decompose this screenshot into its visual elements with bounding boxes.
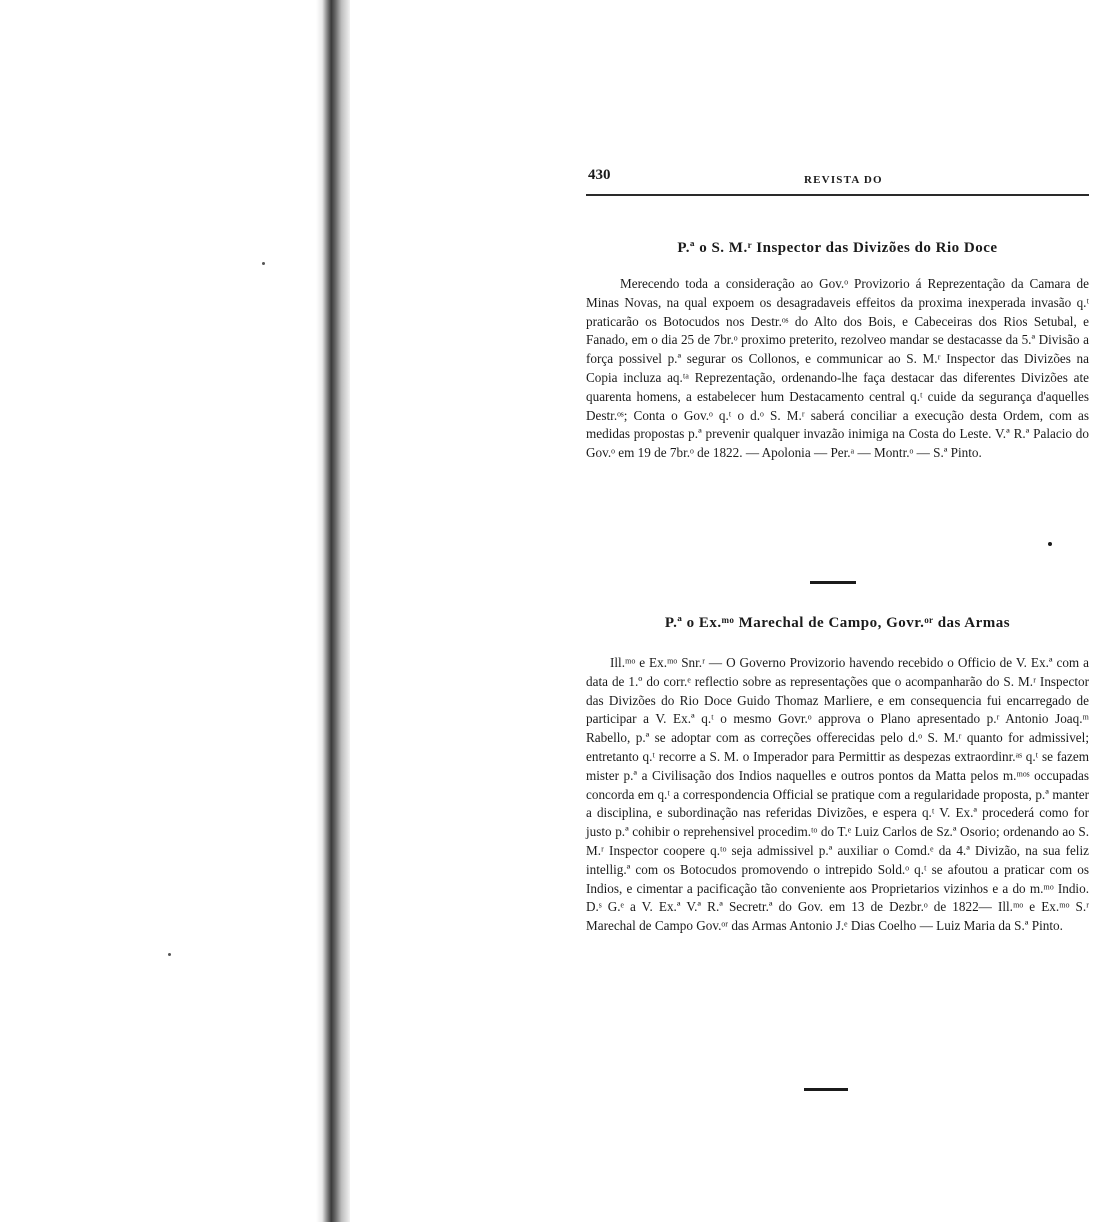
letter-section bbox=[586, 240, 1089, 463]
print-dot bbox=[1048, 542, 1052, 546]
document-page bbox=[586, 160, 1089, 934]
running-title: REVISTA DO bbox=[804, 174, 883, 186]
scan-speck bbox=[262, 262, 265, 265]
book-gutter-shadow bbox=[316, 0, 350, 1222]
header-rule bbox=[586, 194, 1089, 196]
section-divider bbox=[810, 581, 856, 584]
section-body: Ill.ᵐᵒ e Ex.ᵐᵒ Snr.ʳ — O Governo Provizorio havendo recebido o Officio de V. Ex.ª com a data de 1.º do corr.ᵉ reflectio sobre as representações que o acompanharão do S. M.ʳ Inspector das Divizões do Rio Doce Guido Thomaz Marliere, e em consequencia fui encarregado de participar a V. Ex.ª q.ᵗ o mesmo Govr.ᵒ approva o Plano apresentado p.ʳ Antonio Joaq.ᵐ Rabello, p.ª se adoptar com as correções offerecidas pelo d.ᵒ S. M.ʳ quanto for admissivel; entretanto q.ᵗ recorre a S. M. o Imperador para Permittir as despezas extraordinr.ᵃˢ q.ᵗ se fazem mister p.ª a Civilisação dos Indios naquelles e outros pontos da Matta pelos m.ᵐᵒˢ occupadas concorda em q.ᵗ a correspondencia Official se pratique com a regularidade proposta, p.ª manter a disciplina, e subordinação nas referidas Divizões, e espera q.ᵗ V. Ex.ª procederá como for justo p.ª cohibir o reprehensivel procedim.ᵗᵒ do T.ᵉ Luiz Carlos de Sz.ª Osorio; ordenando ao S. M.ʳ Inspector coopere q.ᵗᵒ seja admissivel p.ª auxiliar o Comd.ᵉ da 4.ª Divizão, na sua feliz intellig.ª com os Botocudos promovendo o intrepido Sold.ᵒ q.ᵗ se afoutou a praticar com os Indios, e cimentar a pacificação tão conveniente aos Proprietarios vizinhos e a do m.ᵐᵒ Indio. D.ˢ G.ᵉ a V. Ex.ª V.ª R.ª Secretr.ª do Gov. em 13 de Dezbr.ᵒ de 1822— Ill.ᵐᵒ e Ex.ᵐᵒ S.ʳ Marechal de Campo Gov.ᵒʳ das Armas Antonio J.ᵉ Dias Coelho — Luiz Maria da S.ª Pinto. bbox=[586, 655, 1089, 934]
section-divider bbox=[804, 1088, 848, 1091]
left-blank-page bbox=[0, 0, 318, 1222]
section-title: P.ª o S. M.ʳ Inspector das Divizões do Rio Doce bbox=[677, 240, 998, 256]
letter-section bbox=[586, 615, 1089, 936]
scan-speck bbox=[168, 953, 171, 956]
section-body: Merecendo toda a consideração ao Gov.ᵒ Provizorio á Reprezentação da Camara de Minas Novas, na qual expoem os desagradaveis effeitos da proxima inexperada invasão q.ᵗ praticarão os Botocudos nos Destr.ᵒˢ do Alto dos Bois, e Cabeceiras dos Rios Setubal, e Fanado, em o dia 25 de 7br.ᵒ proximo preterito, rezolveo mandar se destacasse da 5.ª Divisão a força possivel p.ª segurar os Collonos, e communicar ao S. M.ʳ Inspector das Divizões na Copia incluza aq.ᵗᵃ Reprezentação, ordenando-lhe faça destacar das diferentes Divizões ate quarenta homens, a estabelecer hum Destacamento central q.ᵗ cuide da segurança d'aquelles Destr.ᵒˢ; Conta o Gov.ᵒ q.ᵗ o d.ᵒ S. M.ʳ saberá conciliar a execução desta Ordem, com as medidas propostas p.ª prevenir qualquer invazão inimiga na Costa do Leste. V.ª R.ª Palacio do Gov.ᵒ em 19 de 7br.ᵒ de 1822. — Apolonia — Per.ᵃ — Montr.ᵒ — S.ª Pinto. bbox=[586, 276, 1089, 461]
page-number: 430 bbox=[588, 167, 611, 183]
page-header bbox=[586, 160, 1089, 190]
section-title: P.ª o Ex.ᵐᵒ Marechal de Campo, Govr.ᵒʳ das Armas bbox=[664, 615, 1011, 631]
